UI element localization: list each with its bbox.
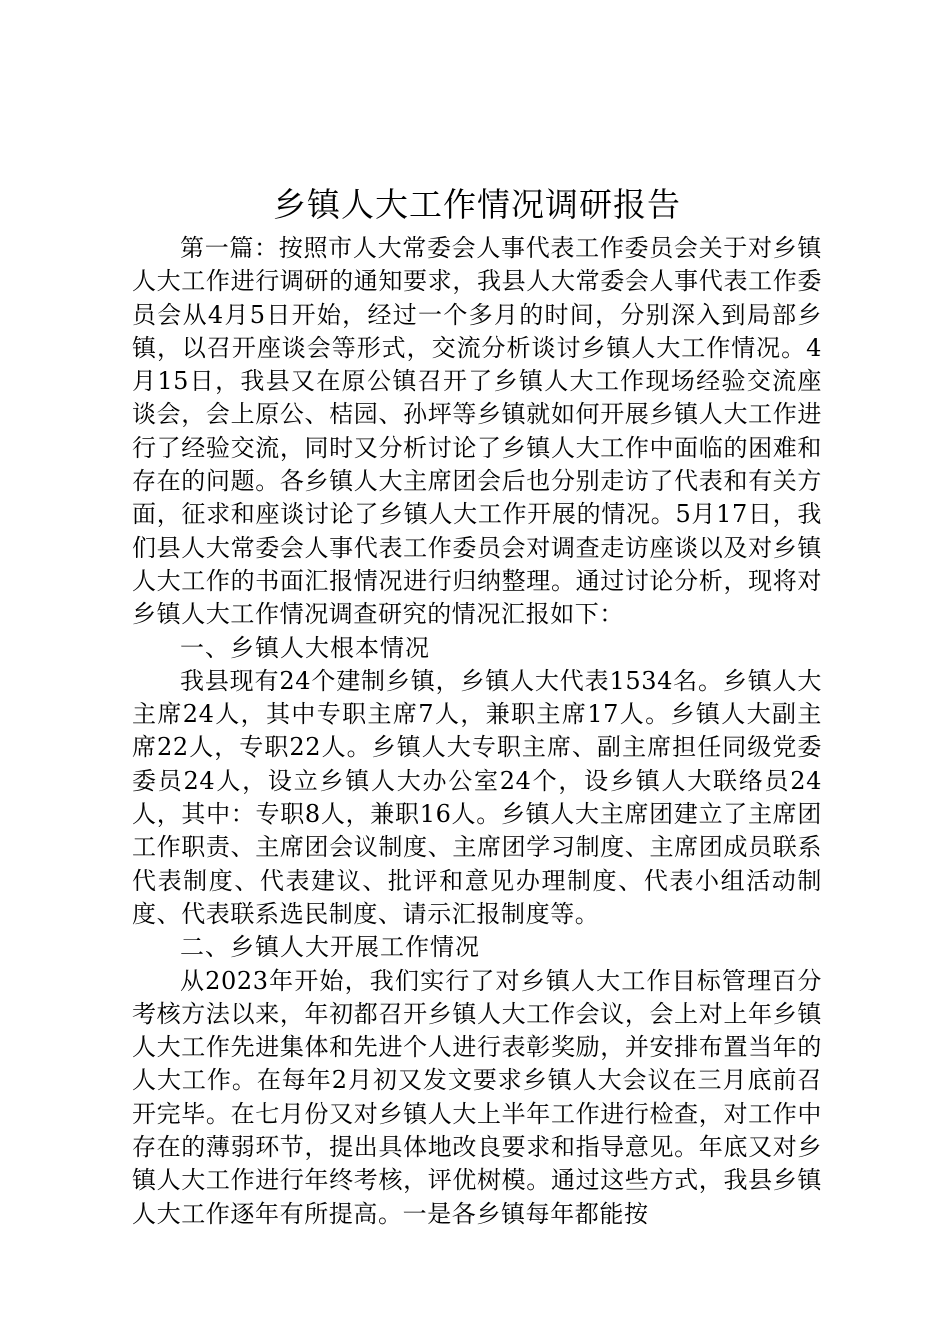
- section-heading-work-situation: 二、乡镇人大开展工作情况: [180, 933, 480, 962]
- document-title: 乡镇人大工作情况调研报告: [273, 185, 681, 224]
- document-body: [132, 232, 822, 1231]
- paragraph-work-situation: 从2023年开始，我们实行了对乡镇人大工作目标管理百分考核方法以来，年初都召开乡镇人大工作会议，会上对上年乡镇人大工作先进集体和先进个人进行表彰奖励，并安排布置当年的人大工作。在每年2月初又发文要求乡镇人大会议在三月底前召开完毕。在七月份又对乡镇人大上半年工作进行检查，对工作中存在的薄弱环节，提出具体地改良要求和指导意见。年底又对乡镇人大工作进行年终考核，评优树模。通过这些方式，我县乡镇人大工作逐年有所提高。一是各乡镇每年都能按: [132, 966, 822, 1228]
- paragraph-basic-situation: 我县现有24个建制乡镇，乡镇人大代表1534名。乡镇人大主席24人，其中专职主席7人，兼职主席17人。乡镇人大副主席22人，专职22人。乡镇人大专职主席、副主席担任同级党委委员24人，设立乡镇人大办公室24个，设乡镇人大联络员24人，其中：专职8人，兼职16人。乡镇人大主席团建立了主席团工作职责、主席团会议制度、主席团学习制度、主席团成员联系代表制度、代表建议、批评和意见办理制度、代表小组活动制度、代表联系选民制度、请示汇报制度等。: [132, 666, 822, 928]
- section-heading-basic-situation: 一、乡镇人大根本情况: [180, 633, 430, 662]
- paragraph-intro: 第一篇：按照市人大常委会人事代表工作委员会关于对乡镇人大工作进行调研的通知要求，我县人大常委会人事代表工作委员会从4月5日开始，经过一个多月的时间，分别深入到局部乡镇，以召开座谈会等形式，交流分析谈讨乡镇人大工作情况。4月15日，我县又在原公镇召开了乡镇人大工作现场经验交流座谈会，会上原公、桔园、孙坪等乡镇就如何开展乡镇人大工作进行了经验交流，同时又分析讨论了乡镇人大工作中面临的困难和存在的问题。各乡镇人大主席团会后也分别走访了代表和有关方面，征求和座谈讨论了乡镇人大工作开展的情况。5月17日，我们县人大常委会人事代表工作委员会对调查走访座谈以及对乡镇人大工作的书面汇报情况进行归纳整理。通过讨论分析，现将对乡镇人大工作情况调查研究的情况汇报如下：: [132, 234, 822, 629]
- document-page: [132, 0, 822, 1231]
